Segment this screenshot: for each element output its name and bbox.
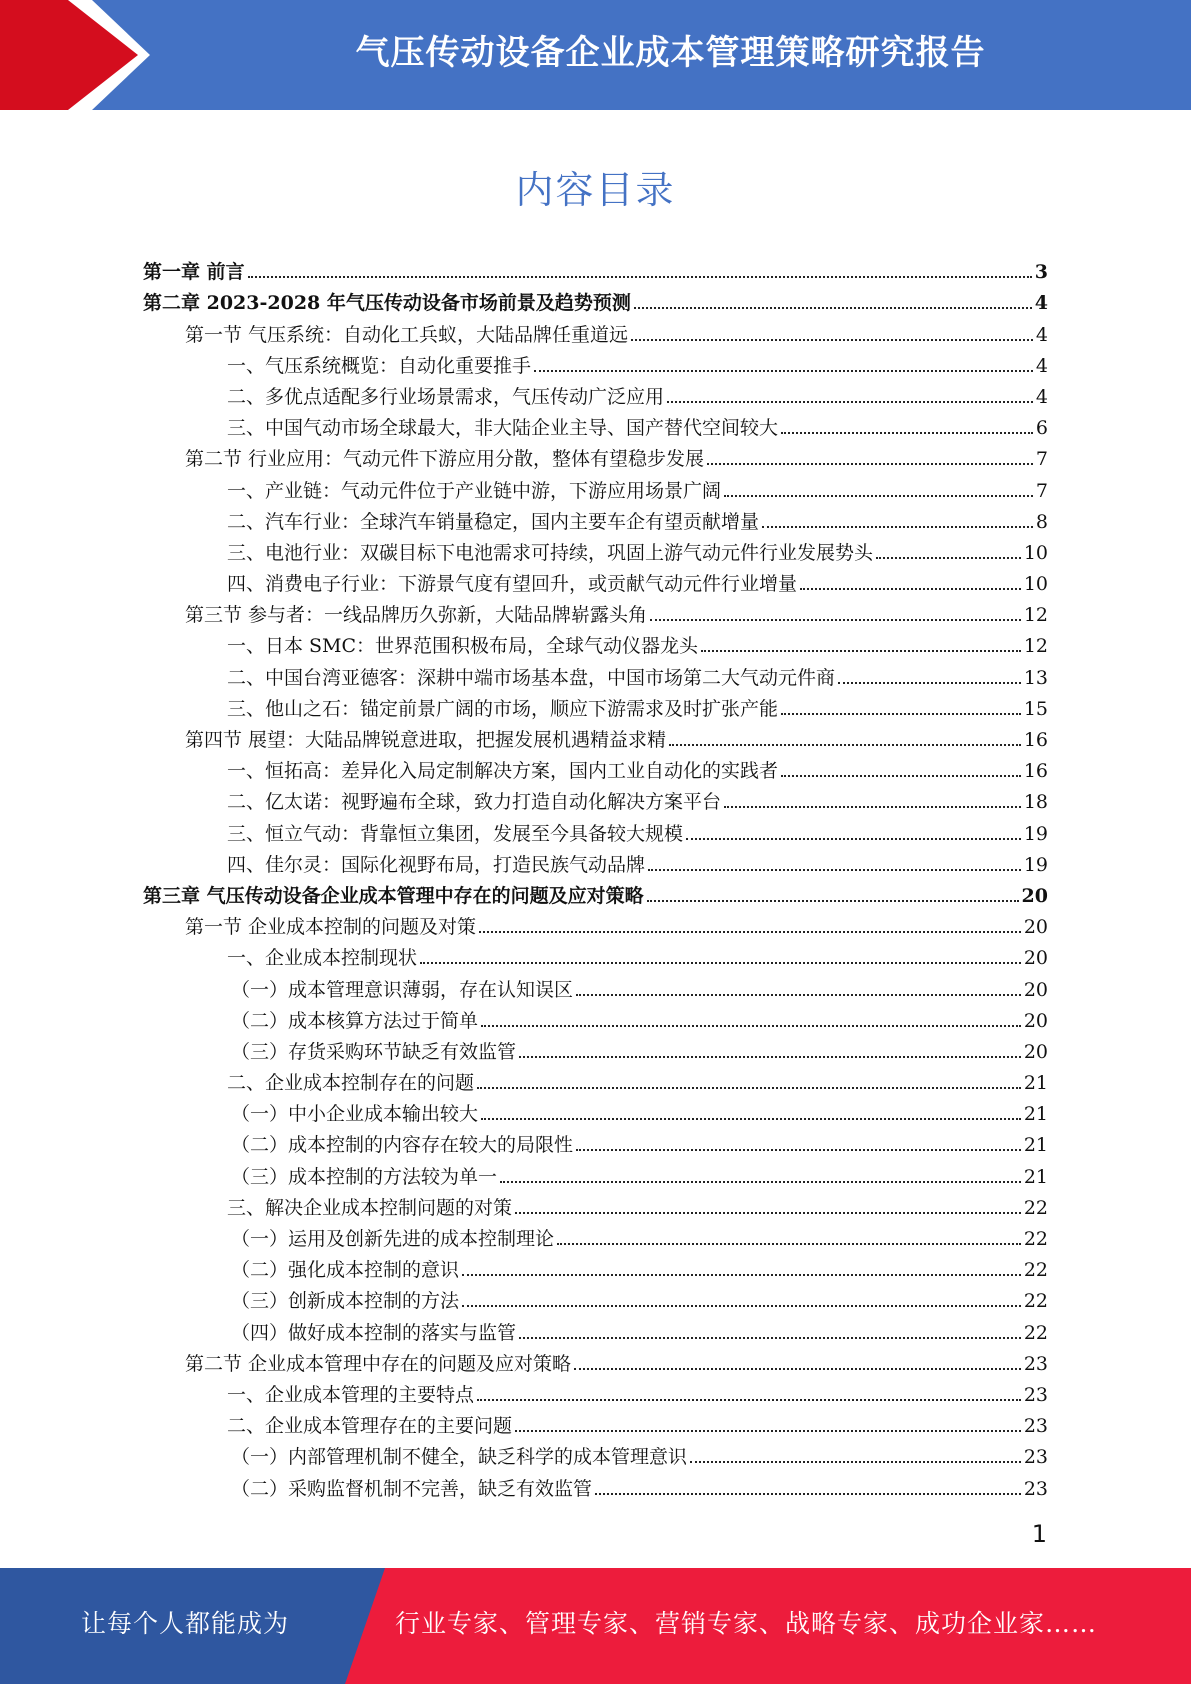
toc-leader-dots	[462, 1305, 1021, 1307]
toc-entry-title: （三）创新成本控制的方法	[231, 1290, 460, 1313]
toc-leader-dots	[557, 1243, 1021, 1245]
toc-entry-page: 20	[1023, 978, 1048, 1001]
toc-entry[interactable]	[143, 377, 1048, 408]
toc-entry[interactable]	[143, 813, 1048, 844]
toc-entry-title: 二、亿太诺：视野遍布全球，致力打造自动化解决方案平台	[227, 791, 722, 814]
toc-entry[interactable]	[143, 1219, 1048, 1250]
toc-leader-dots	[634, 307, 1032, 309]
toc-entry-page: 4	[1035, 323, 1048, 346]
toc-entry[interactable]	[143, 346, 1048, 377]
toc-entry-title: 三、解决企业成本控制问题的对策	[227, 1196, 513, 1219]
toc-leader-dots	[669, 744, 1021, 746]
toc-leader-dots	[500, 1181, 1021, 1183]
toc-entry-page: 3	[1034, 261, 1048, 284]
toc-entry-title: （二）强化成本控制的意识	[231, 1259, 460, 1282]
toc-entry-title: 一、企业成本控制现状	[227, 947, 418, 970]
toc-entry-page: 21	[1023, 1072, 1048, 1095]
toc-entry-page: 10	[1023, 573, 1048, 596]
toc-leader-dots	[519, 1056, 1021, 1058]
toc-entry-page: 20	[1023, 916, 1048, 939]
toc-entry-page: 23	[1023, 1446, 1048, 1469]
toc-entry[interactable]	[143, 408, 1048, 439]
toc-entry[interactable]	[143, 876, 1048, 907]
toc-entry[interactable]	[143, 626, 1048, 657]
toc-entry[interactable]	[143, 751, 1048, 782]
toc-entry[interactable]	[143, 1250, 1048, 1281]
toc-entry-title: （一）内部管理机制不健全，缺乏科学的成本管理意识	[231, 1446, 688, 1469]
toc-entry-page: 4	[1035, 354, 1048, 377]
toc-entry-title: 二、中国台湾亚德客：深耕中端市场基本盘，中国市场第二大气动元件商	[227, 666, 836, 689]
toc-leader-dots	[690, 1461, 1021, 1463]
toc-leader-dots	[519, 1337, 1021, 1339]
toc-leader-dots	[647, 900, 1019, 902]
toc-leader-dots	[724, 806, 1021, 808]
footer-slogan-left: 让每个人都能成为	[80, 1609, 289, 1638]
toc-entry-page: 20	[1023, 947, 1048, 970]
toc-leader-dots	[481, 1025, 1021, 1027]
toc-leader-dots	[781, 432, 1033, 434]
toc-entry-page: 22	[1023, 1228, 1048, 1250]
toc-entry-title: 三、恒立气动：背靠恒立集团，发展至今具备较大规模	[227, 822, 684, 845]
toc-entry[interactable]	[143, 470, 1048, 501]
toc-entry[interactable]	[143, 1375, 1048, 1406]
table-of-contents	[143, 252, 1048, 1500]
toc-entry-title: （一）中小企业成本输出较大	[231, 1103, 479, 1126]
toc-entry-title: 二、企业成本管理存在的主要问题	[227, 1415, 513, 1438]
toc-entry-title: 第四节 展望：大陆品牌锐意进取，把握发展机遇精益求精	[185, 729, 667, 751]
toc-entry[interactable]	[143, 782, 1048, 813]
toc-leader-dots	[481, 1118, 1021, 1120]
toc-entry[interactable]	[143, 314, 1048, 345]
toc-entry-page: 22	[1023, 1196, 1048, 1219]
toc-entry-title: 第一节 气压系统：自动化工兵蚁，大陆品牌任重道远	[185, 323, 629, 346]
toc-entry[interactable]	[143, 938, 1048, 969]
toc-leader-dots	[686, 838, 1021, 840]
toc-entry-title: （三）成本控制的方法较为单一	[231, 1165, 498, 1188]
toc-entry-title: 一、产业链：气动元件位于产业链中游，下游应用场景广阔	[227, 479, 722, 502]
toc-entry[interactable]	[143, 1437, 1048, 1468]
toc-leader-dots	[515, 1212, 1021, 1214]
toc-entry[interactable]	[143, 845, 1048, 876]
toc-entry[interactable]	[143, 595, 1048, 626]
toc-leader-dots	[762, 526, 1033, 528]
toc-leader-dots	[650, 619, 1021, 621]
page-number: 1	[1031, 1520, 1047, 1548]
toc-leader-dots	[781, 713, 1021, 715]
toc-entry-page: 10	[1023, 541, 1048, 564]
toc-entry-page: 16	[1023, 729, 1048, 751]
toc-entry-page: 6	[1035, 417, 1048, 440]
footer-slogan-right: 行业专家、管理专家、营销专家、战略专家、成功企业家……	[395, 1609, 1098, 1638]
toc-entry-page: 7	[1035, 448, 1048, 471]
toc-leader-dots	[534, 370, 1033, 372]
toc-entry-title: 三、中国气动市场全球最大，非大陆企业主导、国产替代空间较大	[227, 417, 779, 440]
toc-entry-page: 12	[1023, 604, 1048, 627]
toc-entry-title: 第一章 前言	[143, 261, 245, 284]
toc-entry-page: 13	[1023, 666, 1048, 689]
toc-entry-title: 一、恒拓高：差异化入局定制解决方案，国内工业自动化的实践者	[227, 760, 779, 783]
toc-entry-title: 第三章 气压传动设备企业成本管理中存在的问题及应对策略	[143, 884, 644, 907]
toc-entry-page: 18	[1023, 791, 1048, 814]
toc-entry[interactable]	[143, 907, 1048, 938]
toc-entry-page: 21	[1023, 1103, 1048, 1126]
toc-leader-dots	[595, 1493, 1021, 1495]
toc-entry[interactable]	[143, 1281, 1048, 1312]
toc-entry-page: 19	[1023, 853, 1048, 876]
toc-entry-page: 21	[1023, 1165, 1048, 1188]
toc-entry[interactable]	[143, 502, 1048, 533]
report-title: 气压传动设备企业成本管理策略研究报告	[355, 33, 986, 73]
page-footer	[0, 1568, 1191, 1684]
toc-entry-title: （一）成本管理意识薄弱，存在认知误区	[231, 978, 574, 1001]
toc-leader-dots	[631, 339, 1033, 341]
toc-entry-title: （四）做好成本控制的落实与监管	[231, 1321, 517, 1344]
toc-entry-title: 第二节 行业应用：气动元件下游应用分散，整体有望稳步发展	[185, 448, 705, 471]
toc-leader-dots	[781, 775, 1021, 777]
toc-leader-dots	[648, 869, 1021, 871]
toc-leader-dots	[724, 495, 1033, 497]
toc-entry-page: 23	[1023, 1415, 1048, 1438]
toc-entry-page: 20	[1023, 1009, 1048, 1032]
toc-leader-dots	[800, 588, 1021, 590]
toc-entry[interactable]	[143, 1156, 1048, 1187]
toc-entry-page: 16	[1023, 760, 1048, 783]
toc-entry-page: 23	[1023, 1383, 1048, 1406]
toc-entry[interactable]	[143, 1312, 1048, 1343]
toc-leader-dots	[701, 650, 1021, 652]
toc-entry-title: 第二节 企业成本管理中存在的问题及应对策略	[185, 1352, 572, 1375]
toc-entry-page: 7	[1035, 479, 1048, 502]
toc-entry-page: 22	[1023, 1290, 1048, 1313]
toc-entry-page: 20	[1023, 1040, 1048, 1063]
toc-entry-title: （一）运用及创新先进的成本控制理论	[231, 1228, 555, 1250]
toc-leader-dots	[477, 1399, 1021, 1401]
toc-entry[interactable]	[143, 533, 1048, 564]
toc-entry[interactable]	[143, 283, 1048, 314]
page-header	[0, 0, 1191, 110]
toc-entry[interactable]	[143, 1468, 1048, 1499]
toc-entry-title: （二）成本控制的内容存在较大的局限性	[231, 1134, 574, 1157]
toc-leader-dots	[576, 994, 1021, 996]
toc-entry-page: 15	[1023, 697, 1048, 720]
toc-leader-dots	[876, 557, 1021, 559]
toc-entry-page: 4	[1035, 385, 1048, 408]
toc-entry-title: 一、气压系统概览：自动化重要推手	[227, 354, 532, 377]
toc-entry[interactable]	[143, 1001, 1048, 1032]
toc-heading: 内容目录	[515, 168, 676, 212]
toc-entry[interactable]	[143, 1032, 1048, 1063]
toc-leader-dots	[479, 931, 1021, 933]
toc-entry-page: 21	[1023, 1134, 1048, 1157]
toc-entry-title: 二、汽车行业：全球汽车销量稳定，国内主要车企有望贡献增量	[227, 510, 760, 533]
toc-leader-dots	[667, 401, 1033, 403]
toc-entry[interactable]	[143, 657, 1048, 688]
toc-entry-title: 三、他山之石：锚定前景广阔的市场，顺应下游需求及时扩张产能	[227, 697, 779, 720]
toc-leader-dots	[462, 1274, 1021, 1276]
toc-entry-title: 第三节 参与者：一线品牌历久弥新，大陆品牌崭露头角	[185, 604, 648, 627]
toc-leader-dots	[576, 1149, 1021, 1151]
toc-leader-dots	[707, 463, 1033, 465]
toc-entry-title: 二、企业成本控制存在的问题	[227, 1072, 475, 1095]
toc-entry-page: 8	[1035, 510, 1048, 533]
toc-entry-page: 4	[1034, 292, 1048, 315]
toc-entry-title: 三、电池行业：双碳目标下电池需求可持续，巩固上游气动元件行业发展势头	[227, 541, 874, 564]
toc-entry-page: 12	[1023, 635, 1048, 658]
toc-entry-page: 23	[1023, 1477, 1048, 1500]
toc-entry[interactable]	[143, 1344, 1048, 1375]
toc-entry-page: 19	[1023, 822, 1048, 845]
toc-entry-title: （二）采购监督机制不完善，缺乏有效监管	[231, 1477, 593, 1500]
toc-entry[interactable]	[143, 439, 1048, 470]
toc-leader-dots	[574, 1368, 1021, 1370]
toc-leader-dots	[477, 1087, 1021, 1089]
toc-entry[interactable]	[143, 720, 1048, 751]
toc-entry[interactable]	[143, 689, 1048, 720]
toc-entry[interactable]	[143, 564, 1048, 595]
toc-entry-title: 四、佳尔灵：国际化视野布局，打造民族气动品牌	[227, 853, 646, 876]
toc-entry-title: 第二章 2023-2028 年气压传动设备市场前景及趋势预测	[143, 292, 631, 315]
toc-entry-page: 20	[1021, 884, 1048, 907]
toc-leader-dots	[838, 682, 1021, 684]
toc-entry[interactable]	[143, 1125, 1048, 1156]
toc-leader-dots	[248, 276, 1032, 278]
toc-leader-dots	[420, 962, 1021, 964]
toc-entry[interactable]	[143, 252, 1048, 283]
toc-entry[interactable]	[143, 1063, 1048, 1094]
toc-entry-page: 23	[1023, 1352, 1048, 1375]
toc-leader-dots	[515, 1430, 1021, 1432]
toc-entry[interactable]	[143, 969, 1048, 1000]
toc-entry-title: （三）存货采购环节缺乏有效监管	[231, 1040, 517, 1063]
toc-entry[interactable]	[143, 1406, 1048, 1437]
toc-entry-title: 二、多优点适配多行业场景需求，气压传动广泛应用	[227, 385, 665, 408]
toc-entry-page: 22	[1023, 1259, 1048, 1282]
toc-entry-title: 一、日本 SMC：世界范围积极布局，全球气动仪器龙头	[227, 635, 699, 658]
toc-entry[interactable]	[143, 1188, 1048, 1219]
toc-entry-title: 四、消费电子行业：下游景气度有望回升，或贡献气动元件行业增量	[227, 573, 798, 596]
toc-entry[interactable]	[143, 1094, 1048, 1125]
toc-entry-title: （二）成本核算方法过于简单	[231, 1009, 479, 1032]
toc-entry-title: 一、企业成本管理的主要特点	[227, 1383, 475, 1406]
toc-entry-page: 22	[1023, 1321, 1048, 1344]
toc-entry-title: 第一节 企业成本控制的问题及对策	[185, 916, 477, 939]
